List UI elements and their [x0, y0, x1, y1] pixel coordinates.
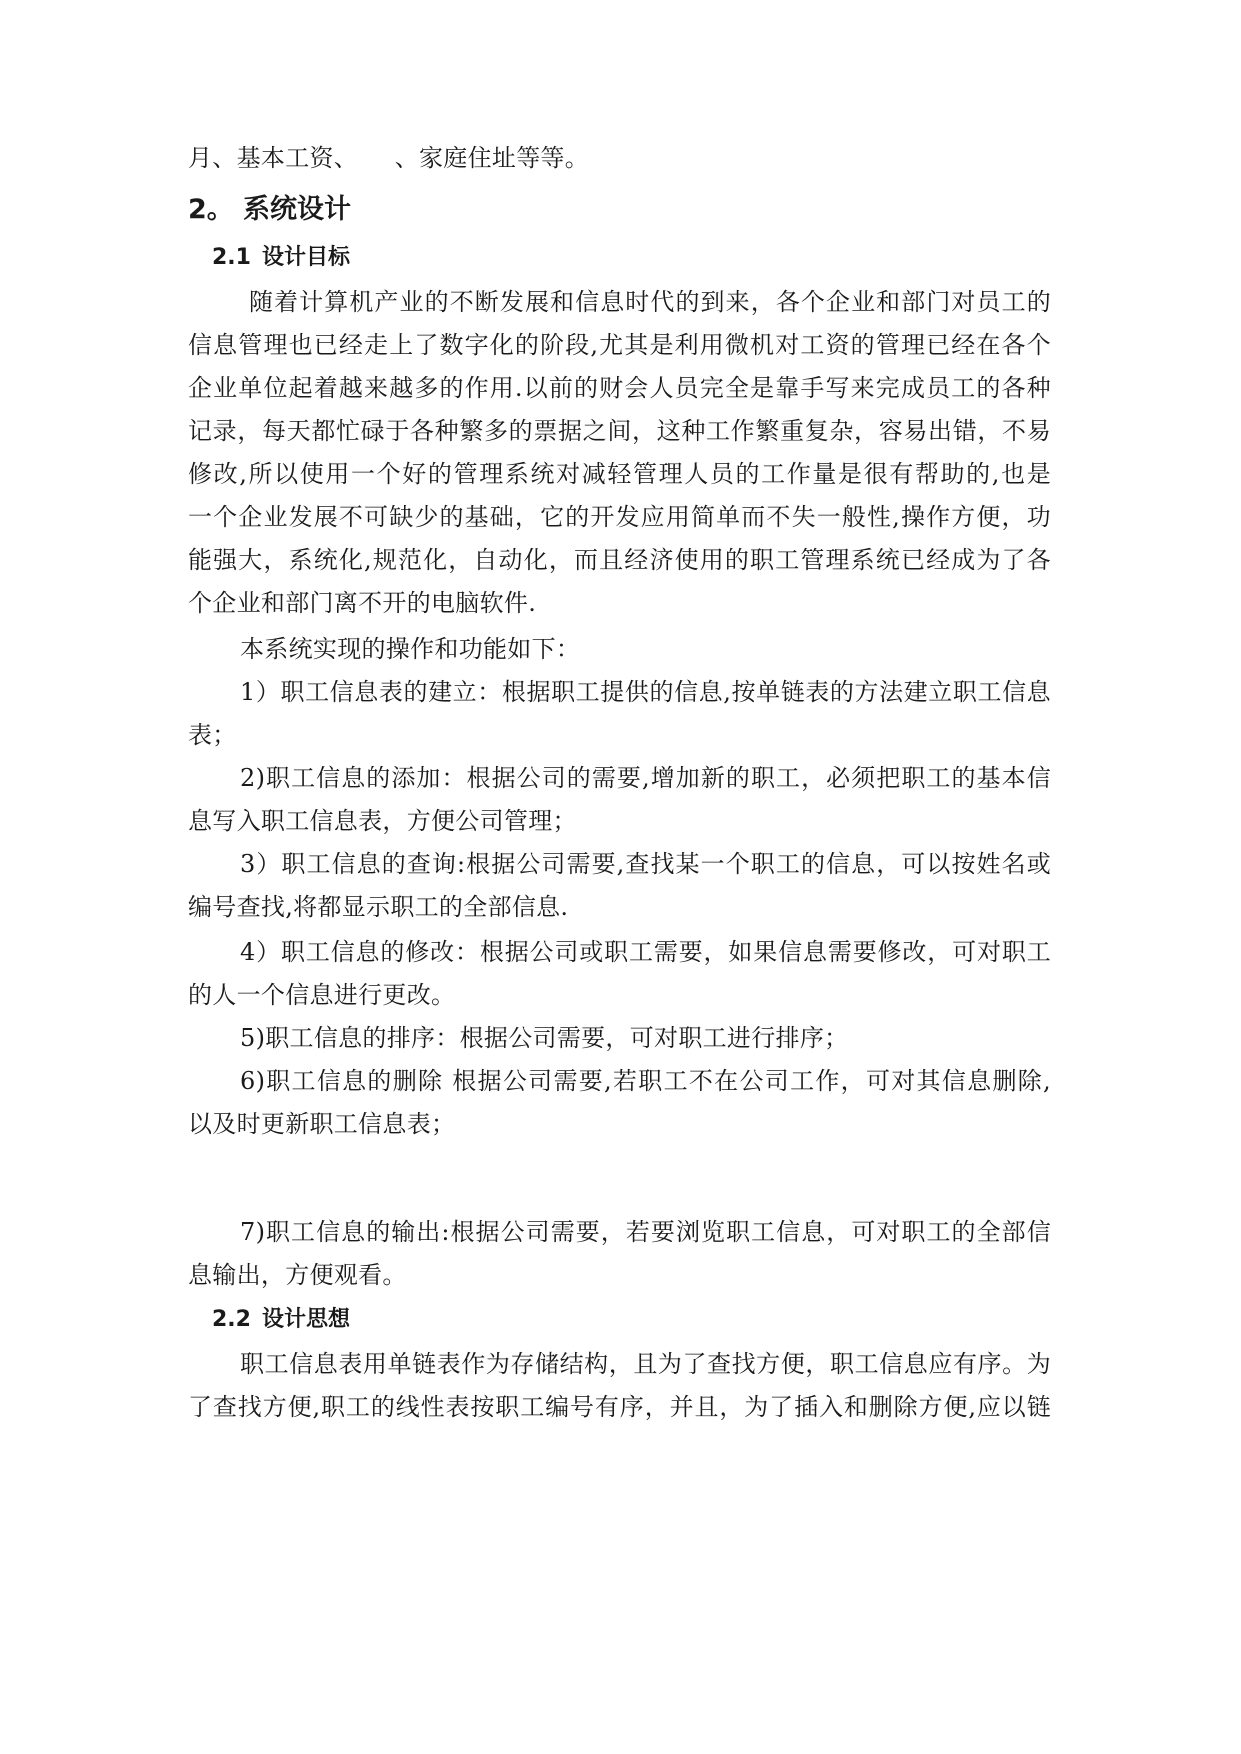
list-item-line: 7)职工信息的输出:根据公司需要，若要浏览职工信息，可对职工的全部信 [240, 1218, 1051, 1246]
paragraph-line: 随着计算机产业的不断发展和信息时代的到来，各个企业和部门对员工的 [249, 288, 1051, 316]
list-item-line: 表； [188, 721, 237, 749]
list-item-line: 3）职工信息的查询:根据公司需要,查找某一个职工的信息，可以按姓名或 [240, 850, 1051, 878]
list-item-line: 1）职工信息表的建立：根据职工提供的信息,按单链表的方法建立职工信息 [240, 678, 1051, 706]
paragraph-line: 信息管理也已经走上了数字化的阶段,尤其是利用微机对工资的管理已经在各个 [188, 331, 1051, 359]
subsection-title: 设计目标 [262, 245, 351, 270]
list-item-line: 6)职工信息的删除 根据公司需要,若职工不在公司工作，可对其信息删除, [240, 1067, 1051, 1095]
list-item-line: 息输出，方便观看。 [188, 1261, 407, 1289]
paragraph-line: 记录，每天都忙碌于各种繁多的票据之间，这种工作繁重复杂，容易出错，不易 [188, 417, 1051, 445]
list-item-line: 的人一个信息进行更改。 [188, 981, 456, 1009]
subsection-number: 2.1 [212, 245, 251, 270]
paragraph-line: 能强大，系统化,规范化，自动化，而且经济使用的职工管理系统已经成为了各 [188, 546, 1051, 574]
list-item-line: 2)职工信息的添加：根据公司的需要,增加新的职工，必须把职工的基本信 [240, 764, 1051, 792]
paragraph-line: 一个企业发展不可缺少的基础，它的开发应用简单而不失一般性,操作方便，功 [188, 503, 1051, 531]
paragraph-line: 职工信息表用单链表作为存储结构，且为了查找方便，职工信息应有序。为 [240, 1350, 1051, 1378]
list-item-line: 以及时更新职工信息表； [188, 1110, 456, 1138]
paragraph-line: 企业单位起着越来越多的作用.以前的财会人员完全是靠手写来完成员工的各种 [188, 374, 1051, 402]
subsection-number: 2.2 [212, 1307, 251, 1332]
paragraph-line: 修改,所以使用一个好的管理系统对减轻管理人员的工作量是很有帮助的,也是 [188, 460, 1051, 488]
list-item-line: 息写入职工信息表，方便公司管理； [188, 807, 577, 835]
section-title: 系统设计 [243, 194, 351, 225]
paragraph-line: 了查找方便,职工的线性表按职工编号有序，并且，为了插入和删除方便,应以链 [188, 1393, 1051, 1421]
section-number: 2。 [188, 194, 234, 225]
list-item-line: 5)职工信息的排序：根据公司需要，可对职工进行排序； [240, 1024, 849, 1052]
subsection-heading-2-2 [212, 1305, 350, 1335]
intro-line: 本系统实现的操作和功能如下： [240, 635, 581, 663]
list-item-line: 4）职工信息的修改：根据公司或职工需要，如果信息需要修改，可对职工 [240, 938, 1051, 966]
subsection-title: 设计思想 [262, 1307, 351, 1332]
subsection-heading-2-1 [212, 243, 350, 273]
section-heading [188, 193, 351, 227]
paragraph-line: 个企业和部门离不开的电脑软件. [188, 589, 537, 617]
top-fragment-line: 月、基本工资、 、家庭住址等等。 [188, 144, 590, 172]
list-item-line: 编号查找,将都显示职工的全部信息. [188, 893, 569, 921]
